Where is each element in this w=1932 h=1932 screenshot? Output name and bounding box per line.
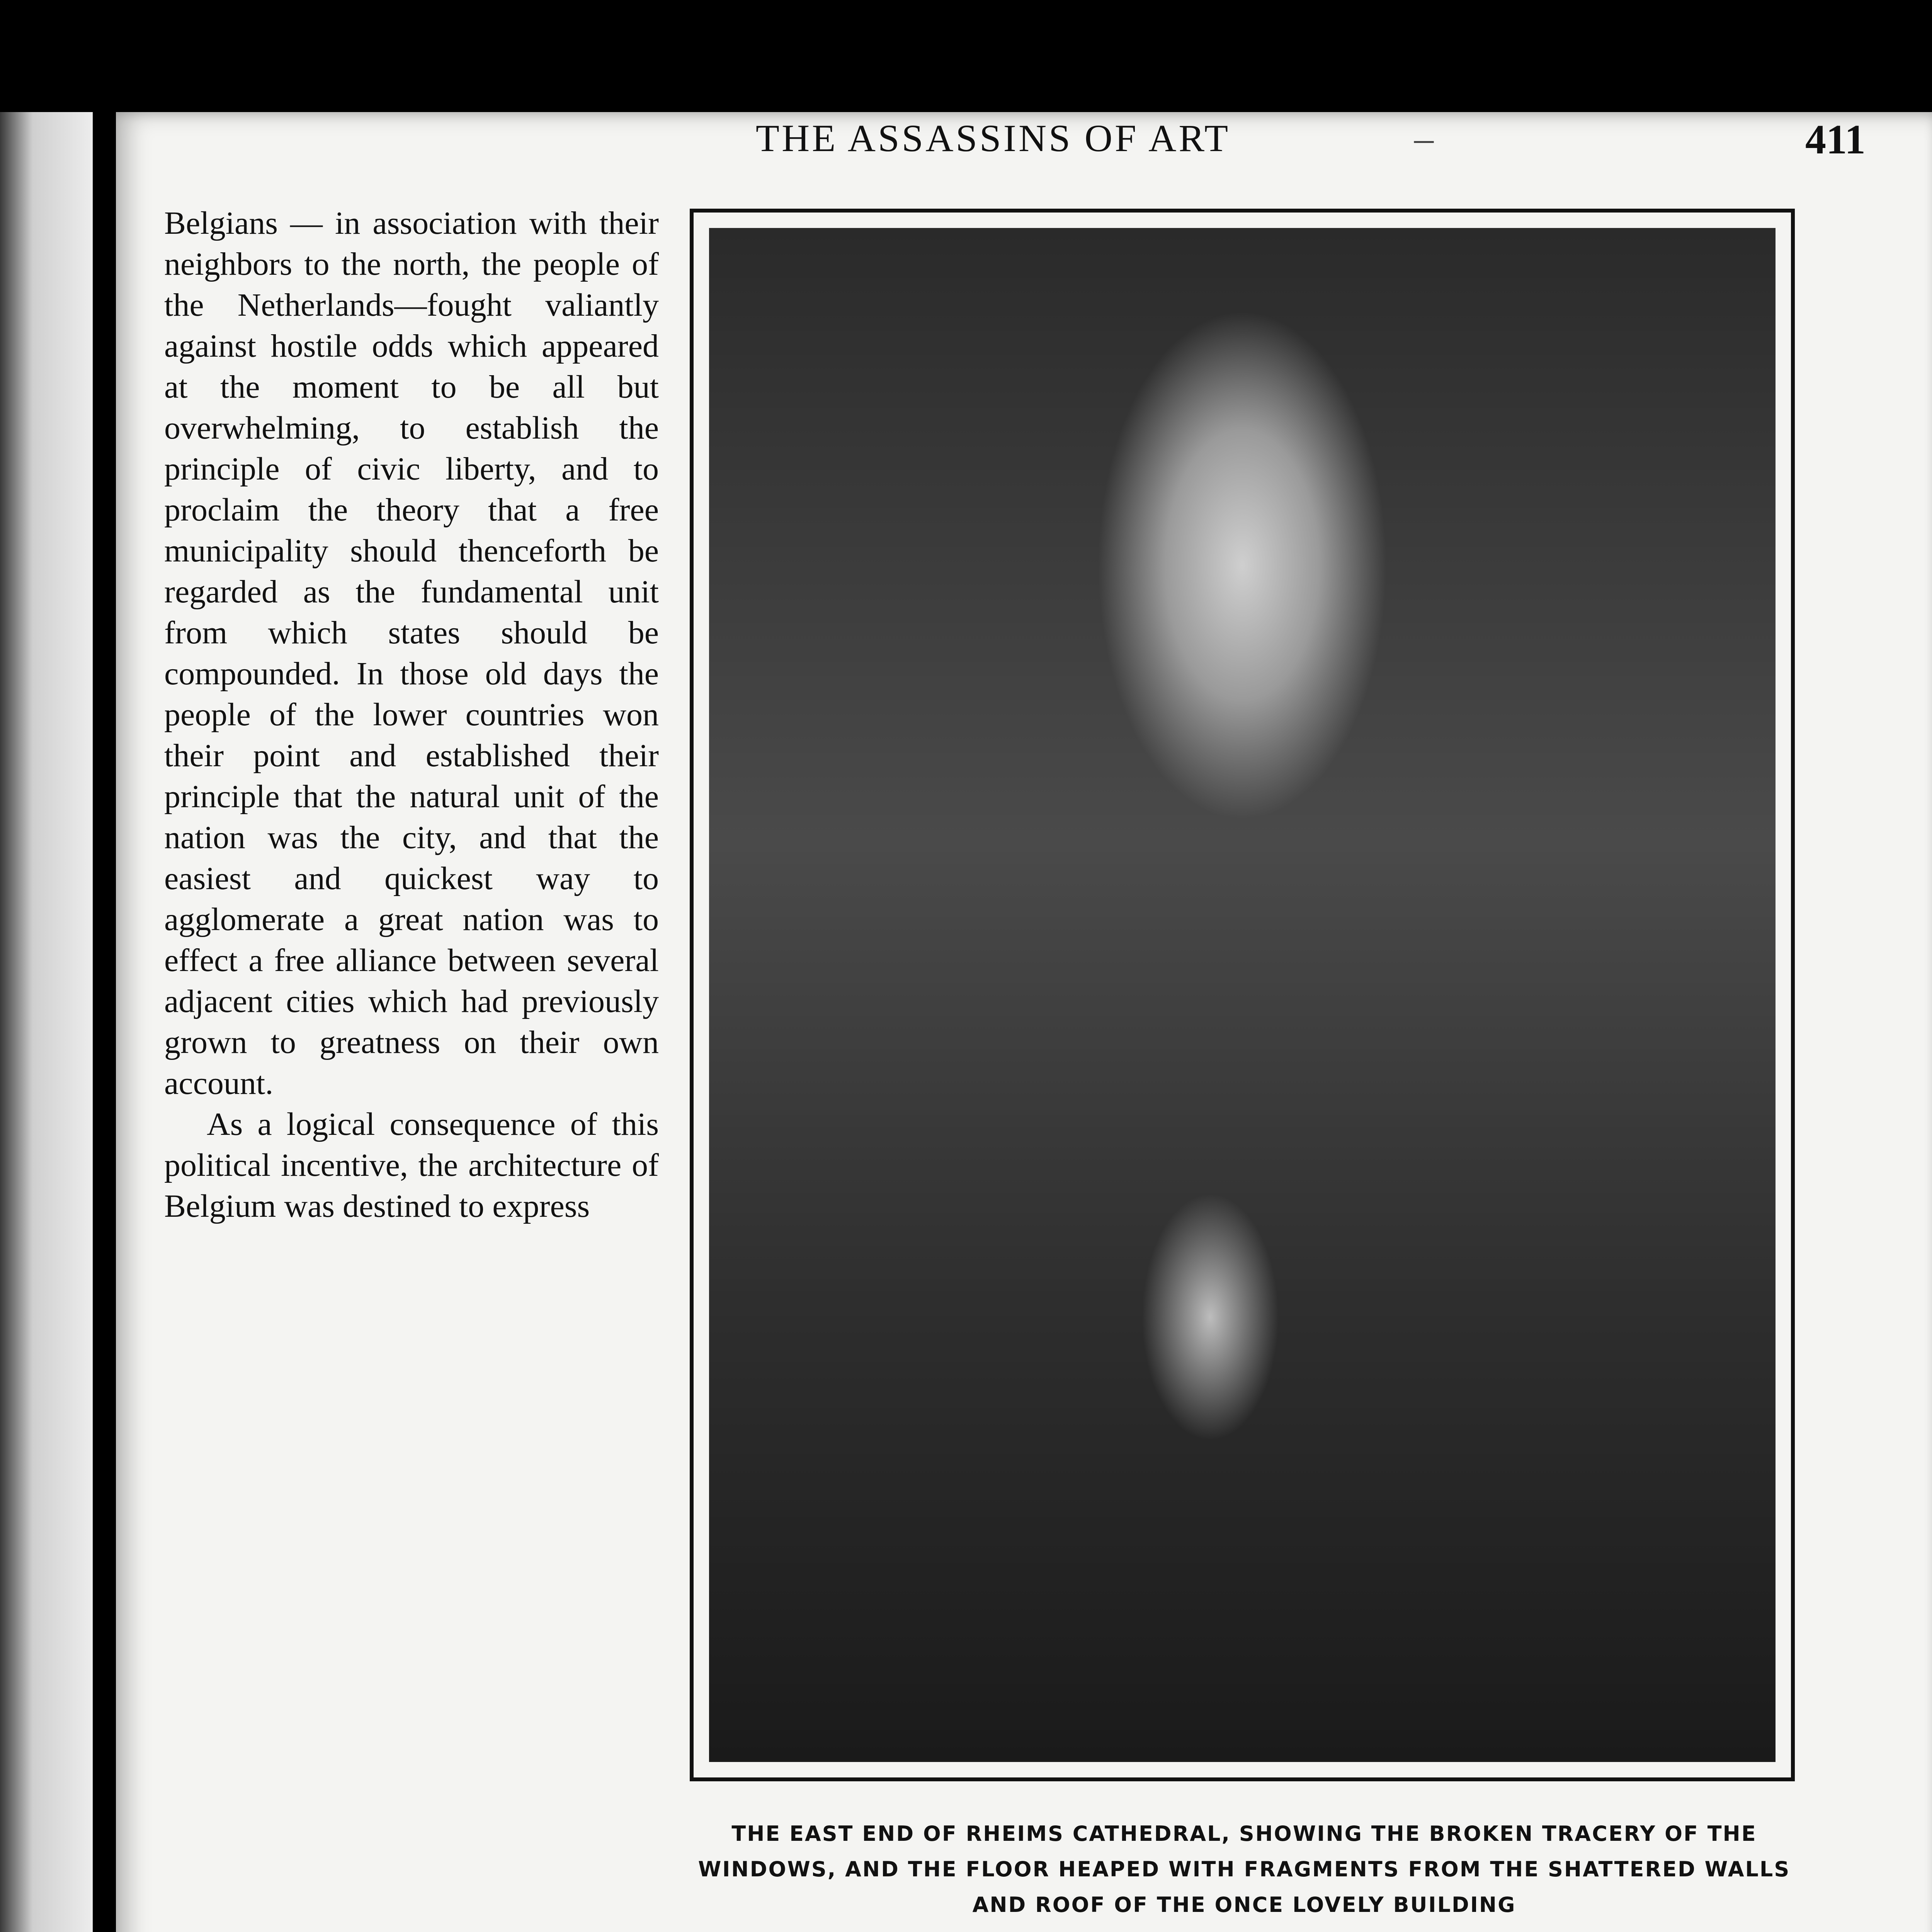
header-dash: – xyxy=(1414,117,1434,160)
page-number: 411 xyxy=(1805,117,1866,163)
cathedral-photograph-frame xyxy=(690,209,1795,1781)
narrow-text-column xyxy=(164,203,659,1227)
paragraph: As a logical consequence of this political incentive, the architecture of Belgium was destined to express xyxy=(164,1106,659,1224)
running-title: THE ASSASSINS OF ART xyxy=(755,117,1231,160)
left-page-edge xyxy=(0,112,93,1932)
cathedral-photograph xyxy=(709,228,1776,1762)
paragraph: Belgians — in association with their neighbors to the north, the people of the Netherlands—fought valiantly against hostile odds which appeared at the moment to be all but overwhelming, to establish the principle of civic liberty, and to proclaim the theory that a free municipality should thenceforth be regarded as the fundamental unit from which states should be compounded. In those old days the people of the lower countries won their point and established their principle that the natural unit of the nation was the city, and that the easiest and quickest way to agglomerate a great nation was to effect a free alliance between several adjacent cities which had previously grown to greatness on their own account. xyxy=(164,205,659,1101)
figure-caption: THE EAST END OF RHEIMS CATHEDRAL, SHOWING THE BROKEN TRACERY OF THE WINDOWS, AND THE FLOOR HEAPED WITH FRAGMENTS FROM THE SHATTERED WALLS AND ROOF OF THE ONCE LOVELY BUILDING xyxy=(698,1821,1791,1917)
